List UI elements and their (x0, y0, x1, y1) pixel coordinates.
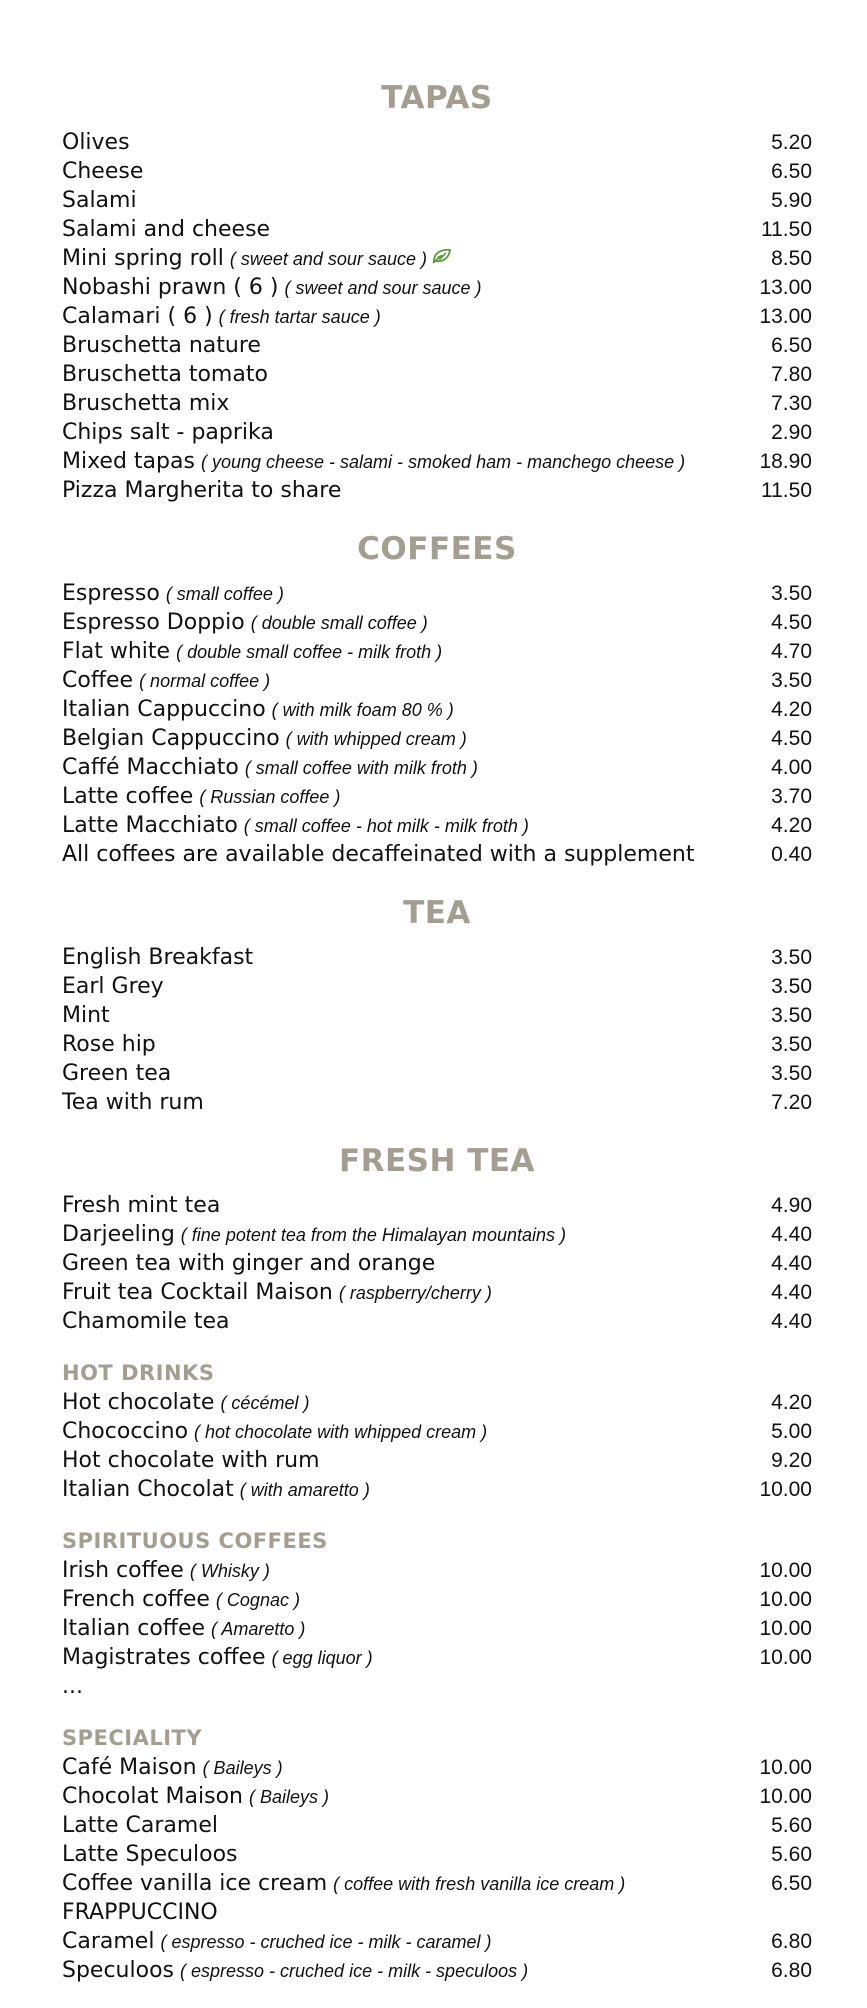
menu-item (62, 447, 812, 476)
item-price: 5.60 (771, 1843, 812, 1866)
item-name: Mixed tapas (62, 449, 195, 474)
item-name: Rose hip (62, 1032, 156, 1057)
section-title: TAPAS (381, 80, 493, 116)
item-name: Pizza Margherita to share (62, 478, 342, 503)
section-title: HOT DRINKS (62, 1361, 215, 1385)
section-spirituous-coffees (62, 1526, 812, 1701)
section-tapas (62, 68, 812, 505)
menu-item (62, 637, 812, 666)
menu-item (62, 1249, 812, 1278)
item-price: 7.20 (771, 1091, 812, 1114)
item-price: 3.50 (771, 582, 812, 605)
item-price: 10.00 (759, 1646, 812, 1669)
item-price: 13.00 (759, 276, 812, 299)
item-price: 13.00 (759, 305, 812, 328)
item-price: 9.20 (771, 1449, 812, 1472)
item-name: Bruschetta mix (62, 391, 230, 416)
item-name: Italian Chocolat (62, 1477, 234, 1502)
menu-item (62, 476, 812, 505)
menu-item (62, 1088, 812, 1117)
item-description: ( espresso - cruched ice - milk - caramel ) (160, 1932, 492, 1952)
item-description: ( sweet and sour sauce ) (229, 249, 427, 269)
item-price: 4.20 (771, 814, 812, 837)
item-price: 6.80 (771, 1930, 812, 1953)
menu-item (62, 782, 812, 811)
item-price: 4.40 (771, 1310, 812, 1333)
menu-item (62, 1672, 812, 1701)
menu-item (62, 1475, 812, 1504)
item-name: All coffees are available decaffeinated with a supplement (62, 842, 695, 867)
section-speciality (62, 1723, 812, 1985)
item-name: Coffee vanilla ice cream (62, 1871, 328, 1896)
menu-item (62, 1869, 812, 1898)
item-name: FRAPPUCCINO (62, 1900, 218, 1925)
menu-subheading (62, 1898, 812, 1927)
item-name: Italian coffee (62, 1616, 206, 1641)
item-name: Tea with rum (62, 1090, 204, 1115)
menu (62, 68, 812, 1985)
section-coffees (62, 519, 812, 869)
item-name: Italian Cappuccino (62, 697, 266, 722)
menu-item (62, 1956, 812, 1985)
item-price: 3.50 (771, 946, 812, 969)
item-name: Fruit tea Cocktail Maison (62, 1280, 333, 1305)
item-price: 10.00 (759, 1559, 812, 1582)
menu-item (62, 1927, 812, 1956)
menu-item (62, 1388, 812, 1417)
item-name: Green tea (62, 1061, 172, 1086)
menu-item (62, 157, 812, 186)
item-price: 0.40 (771, 843, 812, 866)
item-name: Belgian Cappuccino (62, 726, 280, 751)
section-hot-drinks (62, 1358, 812, 1504)
item-name: Mini spring roll (62, 246, 224, 271)
menu-item (62, 389, 812, 418)
item-price: 5.60 (771, 1814, 812, 1837)
item-name: Flat white (62, 639, 171, 664)
item-name: Fresh mint tea (62, 1193, 221, 1218)
item-price: 6.50 (771, 160, 812, 183)
menu-item (62, 1307, 812, 1336)
item-name: Green tea with ginger and orange (62, 1251, 436, 1276)
section-title: COFFEES (357, 531, 517, 567)
menu-item (62, 1811, 812, 1840)
item-name: Magistrates coffee (62, 1645, 266, 1670)
item-description: ( with whipped cream ) (285, 729, 467, 749)
menu-item (62, 1446, 812, 1475)
item-name: Latte coffee (62, 784, 194, 809)
menu-item (62, 1030, 812, 1059)
item-price: 11.50 (761, 479, 812, 502)
item-name: Olives (62, 130, 130, 155)
item-name: Espresso (62, 581, 160, 606)
item-name: Latte Caramel (62, 1813, 218, 1838)
item-description: ( cécémel ) (220, 1393, 310, 1413)
item-price: 3.50 (771, 1004, 812, 1027)
item-description: ( egg liquor ) (271, 1648, 373, 1668)
item-price: 4.40 (771, 1252, 812, 1275)
item-price: 10.00 (759, 1785, 812, 1808)
item-price: 18.90 (759, 450, 812, 473)
leaf-icon (431, 247, 453, 265)
item-name: Latte Speculoos (62, 1842, 238, 1867)
item-description: ( fresh tartar sauce ) (218, 307, 381, 327)
item-price: 5.00 (771, 1420, 812, 1443)
item-name: Café Maison (62, 1755, 197, 1780)
item-price: 4.00 (771, 756, 812, 779)
section-title: SPIRITUOUS COFFEES (62, 1529, 328, 1553)
item-name: Chips salt - paprika (62, 420, 274, 445)
menu-item (62, 608, 812, 637)
section-title: SPECIALITY (62, 1726, 203, 1750)
item-name: Salami (62, 188, 137, 213)
menu-item (62, 1191, 812, 1220)
item-price: 3.50 (771, 1062, 812, 1085)
item-price: 11.50 (761, 218, 812, 241)
menu-item (62, 1643, 812, 1672)
item-description: ( Amaretto ) (211, 1619, 306, 1639)
item-price: 8.50 (771, 247, 812, 270)
item-description: ( small coffee ) (165, 584, 284, 604)
item-price: 10.00 (759, 1756, 812, 1779)
menu-item (62, 215, 812, 244)
item-name: Espresso Doppio (62, 610, 245, 635)
menu-item (62, 273, 812, 302)
item-price: 4.40 (771, 1223, 812, 1246)
item-name: Nobashi prawn ( 6 ) (62, 275, 279, 300)
item-name: Latte Macchiato (62, 813, 238, 838)
item-price: 10.00 (759, 1617, 812, 1640)
section-fresh-tea (62, 1131, 812, 1336)
item-name: Salami and cheese (62, 217, 271, 242)
item-name: Bruschetta tomato (62, 362, 268, 387)
section-title: FRESH TEA (338, 1143, 536, 1179)
item-price: 10.00 (759, 1588, 812, 1611)
item-name: ... (62, 1674, 83, 1699)
item-name: Cheese (62, 159, 144, 184)
item-name: Mint (62, 1003, 110, 1028)
item-name: Hot chocolate with rum (62, 1448, 320, 1473)
item-price: 3.50 (771, 975, 812, 998)
item-description: ( Baileys ) (248, 1787, 329, 1807)
item-name: Bruschetta nature (62, 333, 261, 358)
menu-item (62, 186, 812, 215)
menu-item (62, 811, 812, 840)
item-name: French coffee (62, 1587, 210, 1612)
menu-item (62, 1278, 812, 1307)
item-name: Coffee (62, 668, 134, 693)
menu-item (62, 1220, 812, 1249)
menu-item (62, 331, 812, 360)
item-name: Chococcino (62, 1419, 189, 1444)
item-description: ( small coffee - hot milk - milk froth ) (243, 816, 529, 836)
item-name: Chamomile tea (62, 1309, 230, 1334)
item-description: ( Baileys ) (202, 1758, 283, 1778)
item-price: 4.50 (771, 611, 812, 634)
menu-item (62, 1840, 812, 1869)
item-description: ( hot chocolate with whipped cream ) (194, 1422, 488, 1442)
item-price: 4.50 (771, 727, 812, 750)
item-name: Earl Grey (62, 974, 164, 999)
section-title: TEA (403, 895, 471, 931)
item-description: ( young cheese - salami - smoked ham - manchego cheese ) (200, 452, 686, 472)
item-name: Caramel (62, 1929, 155, 1954)
menu-item (62, 1782, 812, 1811)
item-description: ( Cognac ) (215, 1590, 300, 1610)
item-price: 3.50 (771, 1033, 812, 1056)
menu-item (62, 1614, 812, 1643)
item-description: ( double small coffee ) (250, 613, 428, 633)
item-price: 5.90 (771, 189, 812, 212)
menu-item (62, 1001, 812, 1030)
item-price: 2.90 (771, 421, 812, 444)
menu-item (62, 1417, 812, 1446)
item-description: ( Russian coffee ) (199, 787, 341, 807)
item-price: 3.50 (771, 669, 812, 692)
menu-item (62, 1556, 812, 1585)
item-price: 5.20 (771, 131, 812, 154)
item-price: 4.90 (771, 1194, 812, 1217)
item-price: 7.30 (771, 392, 812, 415)
item-description: ( double small coffee - milk froth ) (176, 642, 443, 662)
item-price: 6.50 (771, 334, 812, 357)
item-price: 4.20 (771, 698, 812, 721)
menu-item (62, 753, 812, 782)
menu-item (62, 724, 812, 753)
item-price: 7.80 (771, 363, 812, 386)
menu-item (62, 943, 812, 972)
item-name: Caffé Macchiato (62, 755, 239, 780)
item-description: ( coffee with fresh vanilla ice cream ) (333, 1874, 626, 1894)
item-description: ( raspberry/cherry ) (338, 1283, 492, 1303)
menu-item (62, 666, 812, 695)
item-price: 4.20 (771, 1391, 812, 1414)
item-description: ( with milk foam 80 % ) (271, 700, 454, 720)
item-description: ( espresso - cruched ice - milk - speculoos ) (180, 1961, 529, 1981)
item-name: English Breakfast (62, 945, 254, 970)
menu-item (62, 244, 812, 273)
menu-item (62, 1753, 812, 1782)
item-price: 3.70 (771, 785, 812, 808)
item-description: ( sweet and sour sauce ) (284, 278, 482, 298)
item-description: ( fine potent tea from the Himalayan mountains ) (180, 1225, 566, 1245)
item-name: Irish coffee (62, 1558, 184, 1583)
item-description: ( small coffee with milk froth ) (244, 758, 478, 778)
menu-item (62, 579, 812, 608)
item-name: Speculoos (62, 1958, 174, 1983)
menu-item (62, 360, 812, 389)
menu-item (62, 840, 812, 869)
item-price: 6.80 (771, 1959, 812, 1982)
menu-item (62, 1585, 812, 1614)
menu-item (62, 972, 812, 1001)
item-price: 4.40 (771, 1281, 812, 1304)
item-price: 4.70 (771, 640, 812, 663)
menu-item (62, 302, 812, 331)
menu-item (62, 695, 812, 724)
item-name: Darjeeling (62, 1222, 175, 1247)
menu-item (62, 128, 812, 157)
menu-item (62, 418, 812, 447)
item-name: Calamari ( 6 ) (62, 304, 213, 329)
item-price: 6.50 (771, 1872, 812, 1895)
item-description: ( Whisky ) (189, 1561, 270, 1581)
section-tea (62, 883, 812, 1117)
menu-item (62, 1059, 812, 1088)
item-name: Chocolat Maison (62, 1784, 243, 1809)
item-price: 10.00 (759, 1478, 812, 1501)
item-description: ( with amaretto ) (239, 1480, 370, 1500)
item-description: ( normal coffee ) (139, 671, 271, 691)
item-name: Hot chocolate (62, 1390, 215, 1415)
